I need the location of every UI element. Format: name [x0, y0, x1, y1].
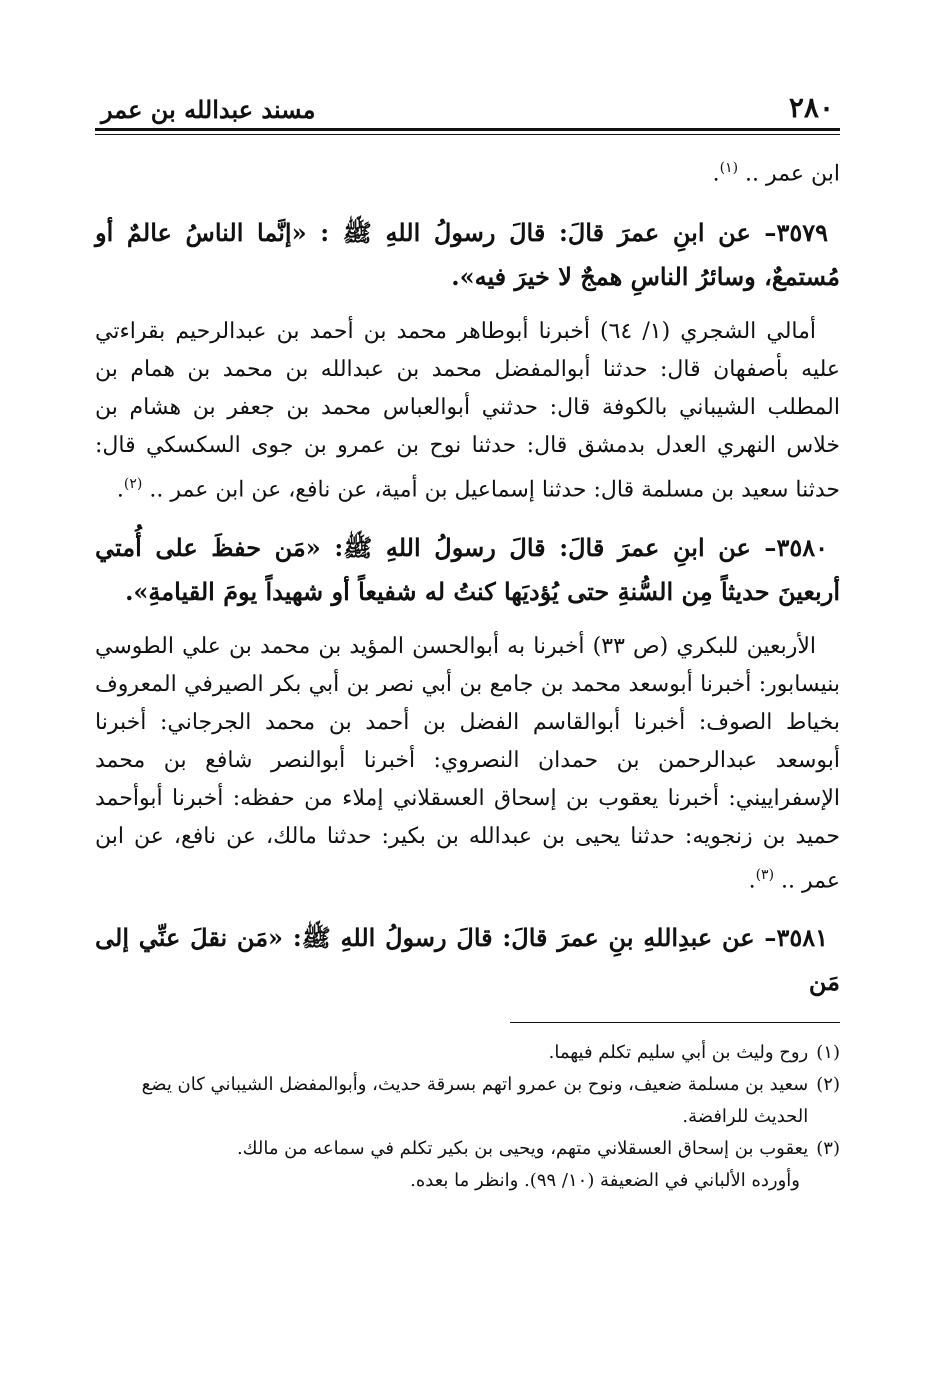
source-text-3580: الأربعين للبكري (ص ٣٣) أخبرنا به أبوالحسن المؤيد بن محمد بن علي الطوسي بنيسابور: أخبرنا أبوسعد محمد بن جامع بن أبي نصر بن أبي بكر الصيرفي المعروف بخياط الصوف: أخبرنا أبوالقاسم الفضل بن أحمد بن محمد الجرجاني: أخبرنا أبوسعد عبدالرحمن بن حمدان النصروي: أخبرنا أبوالنصر شافع بن محمد الإسفراييني: أخبرنا يعقوب بن إسحاق العسقلاني إملاء من حفظه: أخبرنا أبوأحمد حميد بن زنجويه: حدثنا يحيى بن عبدالله بن بكير: حدثنا مالك، عن نافع، عن ابن عمر .. — [95, 633, 840, 893]
continuation-end: . — [712, 161, 720, 187]
page-header — [95, 88, 840, 124]
footnote-ref-1: (١) — [719, 160, 739, 176]
hadith-text-3579: – عن ابنِ عمرَ قالَ: قالَ رسولُ اللهِ ﷺ : «إنَّما الناسُ عالمٌ أو مُستمعٌ، وسائرُ الناسِ همجٌ لا خيرَ فيه». — [95, 218, 840, 292]
source-3580 — [95, 628, 840, 900]
source-end-3580: . — [748, 867, 756, 893]
footnote-number: (١) — [816, 1042, 840, 1064]
header-rule-thin — [95, 134, 840, 135]
hadith-3580 — [95, 526, 840, 614]
footnotes — [95, 1037, 840, 1197]
page-number: ٢٨٠ — [788, 91, 834, 124]
footnote-number: (٣) — [816, 1138, 840, 1160]
running-title: مسند عبدالله بن عمر — [101, 95, 316, 124]
footnote-separator — [510, 1022, 840, 1024]
continuation-line — [95, 149, 840, 193]
footnote-ref-3: (٣) — [755, 866, 775, 883]
book-page — [95, 88, 840, 1197]
source-3579 — [95, 313, 840, 509]
footnote-ref-2: (٢) — [123, 476, 143, 493]
footnote-text: سعيد بن مسلمة ضعيف، ونوح بن عمرو اتهم بسرقة حديث، وأبوالمفضل الشيباني كان يضع الحديث للرافضة. — [141, 1074, 809, 1128]
source-end-3579: . — [116, 477, 124, 503]
footnote-text: روح وليث بن أبي سليم تكلم فيهما. — [548, 1042, 809, 1064]
hadith-number-3581: ٣٥٨١ — [776, 922, 828, 952]
hadith-number-3580: ٣٥٨٠ — [776, 532, 828, 562]
footnote-2 — [95, 1069, 840, 1133]
hadith-number-3579: ٣٥٧٩ — [776, 218, 828, 248]
footnote-1 — [95, 1037, 840, 1069]
footnote-text: يعقوب بن إسحاق العسقلاني متهم، ويحيى بن بكير تكلم في سماعه من مالك. — [236, 1138, 809, 1160]
footnote-3-continuation: وأورده الألباني في الضعيفة (١٠/ ٩٩). وانظر ما بعده. — [410, 1170, 800, 1192]
hadith-text-3580: – عن ابنِ عمرَ قالَ: قالَ رسولُ اللهِ ﷺ: «مَن حفظَ على أُمتي أربعينَ حديثاً مِن السُّنةِ حتى يُؤديَها كنتُ له شفيعاً أو شهيداً يومَ القيامةِ». — [95, 532, 840, 606]
hadith-3579 — [95, 211, 840, 299]
hadith-3581 — [95, 916, 840, 1004]
page-body — [95, 149, 840, 1197]
header-rule-thick — [95, 128, 840, 131]
continuation-text: ابن عمر .. — [745, 161, 840, 187]
hadith-text-3581: – عن عبدِاللهِ بنِ عمرَ قالَ: قالَ رسولُ اللهِ ﷺ: «مَن نقلَ عنِّي إلى مَن — [95, 922, 840, 996]
source-text-3579: أمالي الشجري (١/ ٦٤) أخبرنا أبوطاهر محمد بن أحمد بن عبدالرحيم بقراءتي عليه بأصفهان قال: حدثنا أبوالمفضل محمد بن عبدالله بن محمد بن همام بن المطلب الشيباني بالكوفة قال: حدثني أبوالعباس محمد بن جعفر بن هشام بن خلاس النهري العدل بدمشق قال: حدثنا نوح بن عمرو بن جوى السكسكي قال: حدثنا سعيد بن مسلمة قال: حدثنا إسماعيل بن أمية، عن نافع، عن ابن عمر .. — [95, 319, 840, 503]
footnote-3 — [95, 1133, 840, 1165]
footnote-number: (٢) — [816, 1074, 840, 1096]
